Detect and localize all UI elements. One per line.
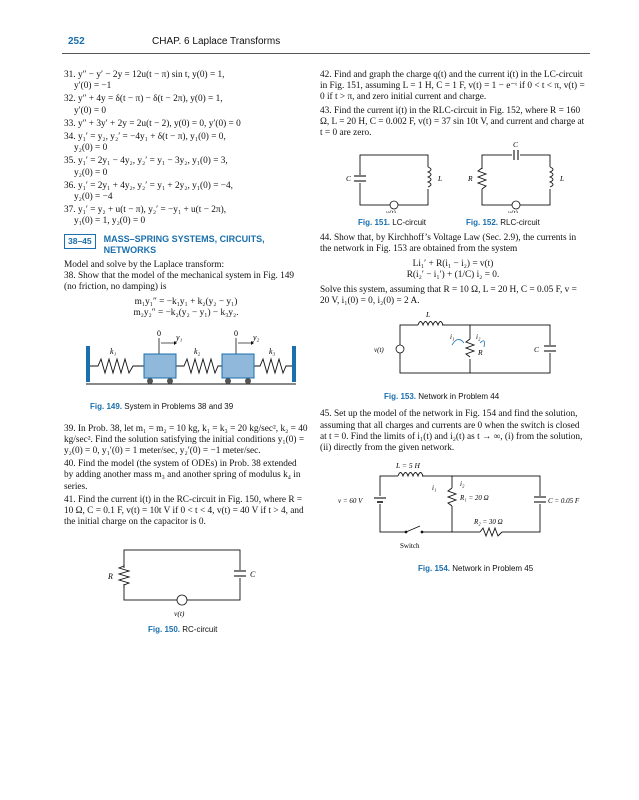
- left-column: [64, 70, 308, 640]
- problem-37: 37. y₁′ = y₂ + u(t − π), y₂′ = −y₁ + u(t − 2π), y₁(0) = 1, y₂(0) = 0: [64, 205, 227, 227]
- figure-149-caption: Fig. 149. System in Problems 38 and 39: [90, 401, 234, 411]
- k3-label: k₃: [269, 346, 276, 356]
- problem-35: 35. y₁′ = 2y₁ − 4y₂, y₂′ = y₁ − 3y₂, y₁(0) = 3, y₂(0) = 0: [64, 156, 228, 178]
- figure-154: [320, 462, 586, 578]
- section-intro: Model and solve by the Laplace transform:: [64, 259, 225, 270]
- fig154-switch-label: Switch: [400, 542, 420, 551]
- mass-2: [222, 354, 254, 378]
- figure-154-caption: Fig. 154. Network in Problem 45: [418, 564, 534, 574]
- page-header: [68, 36, 588, 54]
- figure-150: [64, 540, 308, 640]
- mass-spring-diagram: [64, 326, 308, 406]
- problem-38: 38. Show that the model of the mechanical system in Fig. 149 (no friction, no damping) is: [64, 270, 295, 293]
- right-wall: [292, 346, 296, 382]
- network-154-diagram: [320, 462, 586, 562]
- fig154-i1-label: i₁: [432, 484, 437, 493]
- left-wall: [86, 346, 90, 382]
- problem-44: 44. Show that, by Kirchhoff’s Voltage Law (Sec. 2.9), the currents in the network in Fig. 153 are obtained from the system: [320, 233, 577, 255]
- fig153-r-label: R: [478, 348, 483, 358]
- fig153-i1-label: i₁: [450, 333, 455, 342]
- lc-rlc-circuits: [320, 141, 586, 213]
- right-column: [320, 70, 586, 578]
- v-label: v(t): [174, 609, 185, 619]
- voltage-source: [177, 595, 187, 605]
- k2-label: k₂: [194, 346, 201, 356]
- figure-153-caption: Fig. 153. Network in Problem 44: [384, 392, 500, 402]
- network-153-diagram: [320, 309, 586, 389]
- zero-label-2: 0: [234, 328, 238, 338]
- mass-1: [144, 354, 176, 378]
- figure-153: [320, 309, 586, 403]
- fig153-c-label: C: [534, 345, 540, 355]
- spring-k3: [254, 359, 292, 373]
- zero-label-1: 0: [157, 328, 161, 338]
- page-number: 252: [68, 36, 85, 47]
- fig154-l-label: L = 5 H: [396, 462, 420, 471]
- section-range: 38–45: [64, 234, 96, 249]
- fig153-l-label: L: [426, 310, 431, 320]
- fig154-v-label: v = 60 V: [338, 497, 363, 506]
- figure-151-caption: Fig. 151. LC-circuit: [358, 218, 427, 228]
- problem-40: 40. Find the model (the system of ODEs) in Prob. 38 extended by adding another mass m₃ and another spring of modulus k₄ in series.: [64, 459, 301, 492]
- fig152-r-label: R: [468, 174, 473, 184]
- equation-44a: Li₁′ + R(i₁ − i₂) = v(t): [412, 258, 494, 269]
- problem-41: 41. Find the current i(t) in the RC-circuit in Fig. 150, where R = 10 Ω, C = 0.1 F, v(t) = 10t V if 0 < t < 4, v(t) = 40 V if t > 4, and the initial charge on the capacitor is 0.: [64, 494, 304, 528]
- fig154-r1-label: R₁ = 20 Ω: [460, 494, 489, 503]
- section-title-line1: MASS–SPRING SYSTEMS, CIRCUITS,: [103, 233, 265, 244]
- problem-36: 36. y₁′ = 2y₁ + 4y₂, y₂′ = y₁ + 2y₂, y₁(0) = −4, y₂(0) = −4: [64, 180, 233, 203]
- figure-152-caption: Fig. 152. RLC-circuit: [466, 218, 540, 228]
- problem-42: 42. Find and graph the charge q(t) and the current i(t) in the LC-circuit in Fig. 151, assuming L = 1 H, C = 1 F, v(t) = 1 − e⁻ᵗ if 0 < t < π, v(t) = 0 if t > π, and zero initial current and charge.: [320, 70, 585, 103]
- problem-31: 31. y″ − y′ − 2y = 12u(t − π) sin t, y(0) = 1, y′(0) = −1: [64, 70, 225, 92]
- rc-circuit-diagram: [64, 540, 308, 622]
- fig152-v-label: v(t): [508, 209, 518, 214]
- problem-43: 43. Find the current i(t) in the RLC-circuit in Fig. 152, where R = 160 Ω, L = 20 H, C = 0.002 F, v(t) = 37 sin 10t V, and current and charge at t = 0 are zero.: [320, 105, 585, 139]
- figure-149: [64, 326, 308, 418]
- equation-38b: m₂y₂″ = −k₂(y₂ − y₁) − k₃y₂.: [133, 308, 239, 319]
- equation-44b: R(i₂′ − i₁′) + (1/C) i₂ = 0.: [406, 269, 500, 280]
- problem-39: 39. In Prob. 38, let m₁ = m₂ = 10 kg, k₁ = k₃ = 20 kg/sec², k₂ = 40 kg/sec². Find the solution satisfying the initial conditions y₁(0) = y₂(0) = 0, y₁′(0) = 1 meter/sec, y₂′(0) = −1 meter/sec.: [64, 423, 308, 457]
- spring-k2: [176, 359, 222, 373]
- spring-k1: [90, 359, 144, 373]
- fig153-i2-label: i₂: [476, 333, 481, 342]
- c-label: C: [250, 570, 256, 580]
- figures-151-152: [320, 141, 586, 227]
- fig153-v-label: v(t): [374, 346, 384, 355]
- header-rule: [62, 53, 590, 54]
- y1-label: y₁: [176, 332, 183, 342]
- problem-45: 45. Set up the model of the network in Fig. 154 and find the solution, assuming that all charges and currents are 0 when the switch is closed at t = 0. Find the limits of i₁(t) and i₂(t) as t → ∞, (i) from the solution, (ii) directly from the given network.: [320, 409, 583, 454]
- fig154-c-label: C = 0.05 F: [548, 497, 580, 506]
- fig152-l-label: L: [560, 174, 565, 184]
- y2-label: y₂: [253, 332, 260, 342]
- r-label: R: [108, 572, 113, 582]
- section-title-line2: NETWORKS: [103, 244, 157, 255]
- fig151-v-label: v(t): [386, 209, 396, 214]
- figure-150-caption: Fig. 150. RC-circuit: [148, 625, 218, 635]
- equation-38a: m₁y₁″ = −k₁y₁ + k₂(y₂ − y₁): [134, 297, 238, 308]
- problem-32: 32. y″ + 4y = δ(t − π) − δ(t − 2π), y(0) = 1, y′(0) = 0: [64, 94, 223, 116]
- chapter-title: CHAP. 6 Laplace Transforms: [152, 36, 281, 47]
- fig154-i2-label: i₂: [460, 480, 465, 489]
- problem-33: 33. y″ + 3y′ + 2y = 2u(t − 2), y(0) = 0, y′(0) = 0: [64, 118, 241, 129]
- problem-44-continued: Solve this system, assuming that R = 10 Ω, L = 20 H, C = 0.05 F, v = 20 V, i₁(0) = 0, i₂(0) = 2 A.: [320, 285, 577, 307]
- fig151-l-label: L: [438, 174, 443, 184]
- section-heading: [64, 234, 308, 256]
- fig151-c-label: C: [346, 174, 352, 184]
- problem-34: 34. y₁′ = y₂, y₂′ = −4y₁ + δ(t − π), y₁(0) = 0, y₂(0) = 0: [64, 132, 226, 154]
- k1-label: k₁: [110, 346, 117, 356]
- fig154-r2-label: R₂ = 30 Ω: [474, 518, 503, 527]
- fig152-c-label: C: [513, 141, 519, 150]
